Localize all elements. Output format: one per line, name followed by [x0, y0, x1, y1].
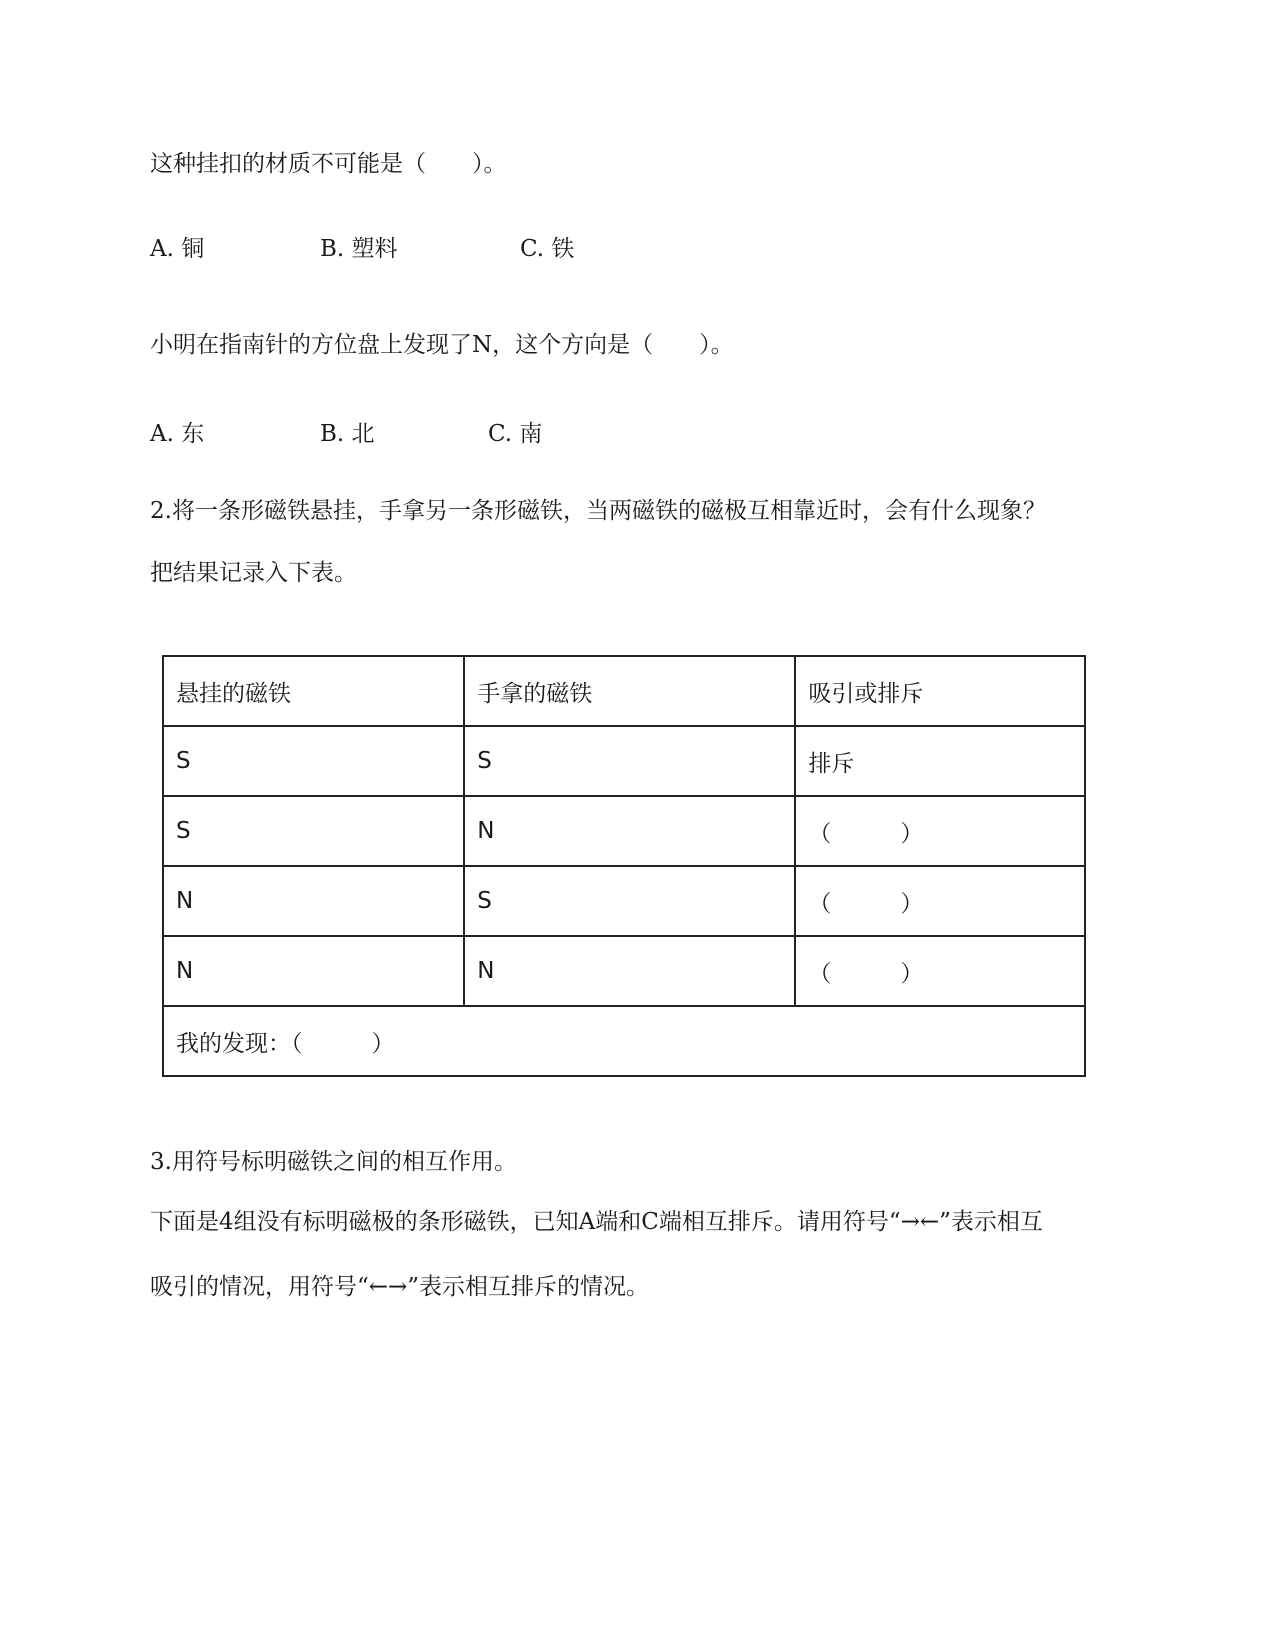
table-row	[163, 866, 1085, 936]
finding-cell[interactable]: 我的发现：（ ）	[163, 1006, 1085, 1076]
answer-blank[interactable]: （ ）	[795, 936, 1085, 1006]
question-stem-material: 这种挂扣的材质不可能是（ ）。	[150, 151, 507, 177]
option-a: A. 东	[150, 421, 205, 447]
table-cell: S	[464, 726, 795, 796]
header-attract-repel: 吸引或排斥	[795, 656, 1085, 726]
question-3-line-1: 下面是4组没有标明磁极的条形磁铁，已知A端和C端相互排斥。请用符号“→←”表示相互	[150, 1209, 1043, 1235]
table-row	[163, 726, 1085, 796]
question-stem-compass: 小明在指南针的方位盘上发现了N，这个方向是（ ）。	[150, 332, 734, 358]
table-row	[163, 796, 1085, 866]
answer-blank[interactable]: （ ）	[795, 866, 1085, 936]
option-b: B. 北	[320, 421, 375, 447]
question-3-line-2: 吸引的情况，用符号“←→”表示相互排斥的情况。	[150, 1274, 650, 1300]
table-cell: N	[163, 936, 464, 1006]
header-hand-magnet: 手拿的磁铁	[464, 656, 795, 726]
question-3-title: 3.用符号标明磁铁之间的相互作用。	[150, 1149, 517, 1175]
table-header-row	[163, 656, 1085, 726]
table-cell: S	[163, 796, 464, 866]
option-a: A. 铜	[150, 236, 205, 262]
table-cell: N	[464, 936, 795, 1006]
table-cell: N	[464, 796, 795, 866]
option-b: B. 塑料	[320, 236, 398, 262]
option-c: C. 南	[488, 421, 543, 447]
answer-blank[interactable]: （ ）	[795, 796, 1085, 866]
table-finding-row	[163, 1006, 1085, 1076]
table-cell: N	[163, 866, 464, 936]
table-row	[163, 936, 1085, 1006]
question-2-line-1: 2.将一条形磁铁悬挂，手拿另一条形磁铁，当两磁铁的磁极互相靠近时，会有什么现象？	[150, 498, 1046, 524]
magnet-record-table	[162, 655, 1086, 1077]
table-cell: S	[163, 726, 464, 796]
header-hanging-magnet: 悬挂的磁铁	[163, 656, 464, 726]
option-c: C. 铁	[520, 236, 575, 262]
table-cell: S	[464, 866, 795, 936]
question-2-line-2: 把结果记录入下表。	[150, 560, 357, 586]
table-cell: 排斥	[795, 726, 1085, 796]
